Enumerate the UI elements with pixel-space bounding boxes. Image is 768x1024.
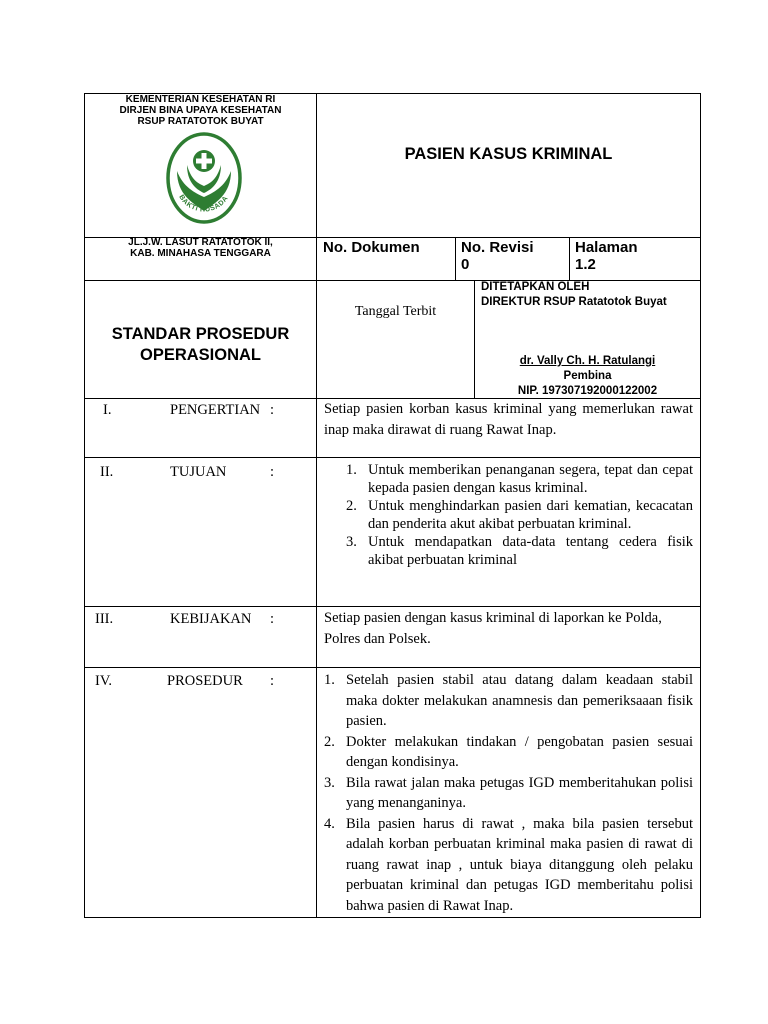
section-colon: : [270, 611, 275, 627]
spo-title-line: STANDAR PROSEDUR [111, 325, 290, 343]
list-item-text: Untuk mendapatkan data-data tentang cedera fisik akibat perbuatan kriminal [368, 534, 693, 568]
no-dokumen-label: No. Dokumen [323, 239, 420, 256]
section-colon: : [270, 464, 275, 480]
section-label-prosedur [85, 672, 316, 692]
no-revisi [461, 239, 534, 273]
list-item: 4. Bila pasien harus di rawat , maka bila pasien tersebut adalah korban perbuatan kriminal maka pasien di rawat di ruang rawat inap , untuk biaya ditanggung oleh pelaku perbuatan kriminal dan petugas IGD memberitahu polisi bahwa pasien di Rawat Inap. [324, 814, 693, 917]
no-revisi-value: 0 [461, 256, 470, 273]
halaman [575, 239, 638, 273]
section-label-tujuan [85, 463, 316, 483]
table-divider-main [316, 93, 317, 918]
section-title: TUJUAN [170, 464, 227, 480]
list-item-text: Untuk memberikan penanganan segera, tepat dan cepat kepada pasien dengan kasus kriminal. [368, 462, 693, 496]
list-item: 3. Bila rawat jalan maka petugas IGD memberitahukan polisi yang menanganinya. [324, 773, 693, 814]
address-line: JL.J.W. LASUT RATATOTOK II, [128, 237, 273, 248]
list-item: 2. Untuk menghindarkan pasien dari kematian, kecacatan dan penderita akut akibat perbuatan kriminal. [346, 498, 693, 532]
address [85, 238, 316, 259]
halaman-value: 1.2 [575, 256, 596, 273]
section-list-prosedur [324, 670, 693, 916]
organization-header [85, 94, 316, 127]
table-rule [84, 457, 701, 458]
section-label-pengertian [85, 401, 316, 421]
logo-text: BAKTI HUSADA [177, 193, 230, 214]
spo-title [85, 324, 316, 366]
list-item-text: Bila pasien harus di rawat , maka bila pasien tersebut adalah korban perbuatan kriminal maka pasien di rawat di ruang rawat inap , untuk biaya ditanggung oleh pelaku perbuatan kriminal dan petugas IGD memberitahu polisi bahwa pasien di Rawat Inap. [346, 815, 693, 914]
section-title: PROSEDUR [167, 673, 243, 689]
list-item-text: Dokter melakukan tindakan / pengobatan pasien sesuai dengan kondisinya. [346, 733, 693, 770]
director-signature-block [475, 354, 700, 399]
bakti-husada-logo-icon [165, 131, 243, 229]
table-divider-halaman [569, 237, 570, 280]
section-title: PENGERTIAN [170, 402, 261, 418]
halaman-label: Halaman [575, 239, 638, 256]
section-title: KEBIJAKAN [170, 611, 252, 627]
table-border-right [700, 93, 701, 918]
section-number: IV. [95, 673, 113, 689]
no-revisi-label: No. Revisi [461, 239, 534, 256]
section-number: I. [103, 402, 112, 418]
table-rule [84, 606, 701, 607]
list-item: 2. Dokter melakukan tindakan / pengobatan pasien sesuai dengan kondisinya. [324, 732, 693, 773]
list-item: 1. Setelah pasien stabil atau datang dalam keadaan stabil maka dokter melakukan anamnesis dan pemeriksaaan fisik pasien. [324, 670, 693, 732]
list-item-text: Untuk menghindarkan pasien dari kematian, kecacatan dan penderita akut akibat perbuatan kriminal. [368, 498, 693, 532]
director-nip: NIP. 197307192000122002 [517, 385, 658, 397]
director-rank: Pembina [563, 370, 612, 382]
ditetapkan-line: DITETAPKAN OLEH [481, 281, 590, 293]
table-border-bottom [84, 917, 701, 918]
ditetapkan-line: DIREKTUR RSUP Ratatotok Buyat [481, 296, 667, 308]
address-line: KAB. MINAHASA TENGGARA [130, 247, 271, 259]
table-border-left [84, 93, 85, 918]
section-colon: : [270, 673, 275, 689]
list-item: 3. Untuk mendapatkan data-data tentang cedera fisik akibat perbuatan kriminal [346, 534, 693, 568]
bakti-husada-logo [165, 131, 243, 229]
ditetapkan-oleh [481, 280, 667, 310]
section-number: II. [100, 464, 114, 480]
director-name: dr. Vally Ch. H. Ratulangi [519, 355, 656, 367]
org-line: RSUP RATATOTOK BUYAT [137, 116, 264, 127]
list-item: 1. Untuk memberikan penanganan segera, tepat dan cepat kepada pasien dengan kasus kriminal. [346, 462, 693, 496]
section-text-kebijakan: Setiap pasien dengan kasus kriminal di laporkan ke Polda, Polres dan Polsek. [324, 610, 662, 647]
section-list-tujuan [346, 461, 693, 569]
table-divider-revisi [455, 237, 456, 280]
section-colon: : [270, 402, 275, 418]
spo-title-line: OPERASIONAL [139, 346, 261, 364]
table-rule [84, 667, 701, 668]
section-number: III. [95, 611, 114, 627]
tanggal-terbit: Tanggal Terbit [354, 304, 437, 319]
list-item-text: Bila rawat jalan maka petugas IGD memberitahukan polisi yang menanganinya. [346, 774, 693, 811]
document-title: PASIEN KASUS KRIMINAL [404, 145, 613, 163]
org-line: DIRJEN BINA UPAYA KESEHATAN [119, 105, 282, 116]
section-text-pengertian: Setiap pasien korban kasus kriminal yang memerlukan rawat inap maka dirawat di ruang Rawat Inap. [324, 401, 693, 438]
org-line: KEMENTERIAN KESEHATAN RI [125, 94, 276, 105]
list-item-text: Setelah pasien stabil atau datang dalam keadaan stabil maka dokter melakukan anamnesis dan pemeriksaaan fisik pasien. [346, 672, 693, 729]
section-label-kebijakan [85, 610, 316, 630]
